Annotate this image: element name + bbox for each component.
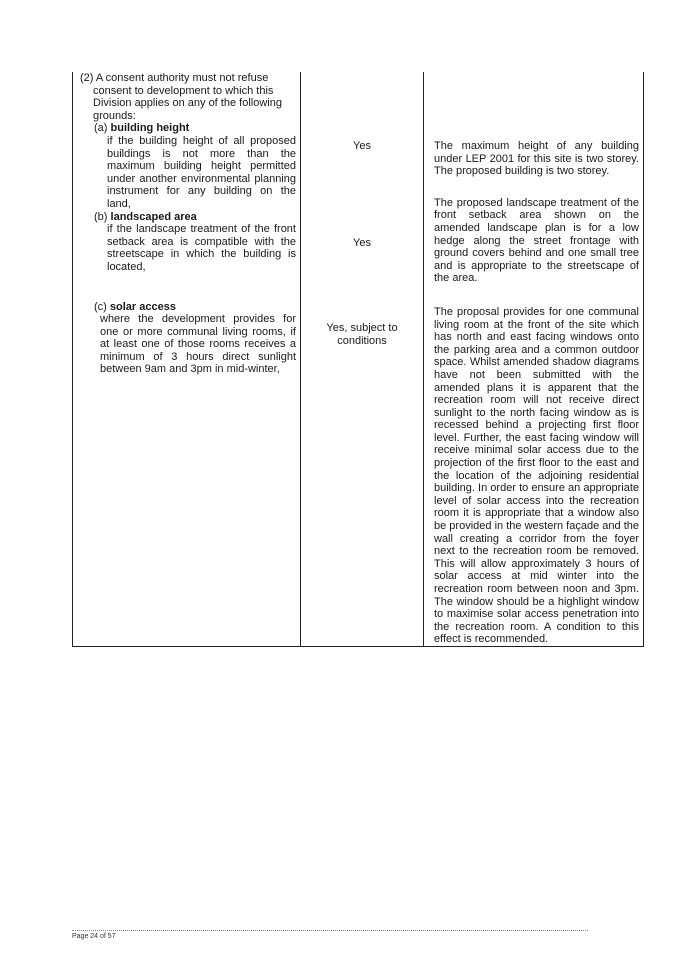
comment-c: The proposal provides for one communal living room at the front of the site which has north and east facing windows onto the parking area and a common outdoor space. Whilst amended shadow diagrams have not been submitted with the amended plans it is apparent that the recreation room will not receive direct sunlight to the north facing window as is recessed behind a projecting first floor level. Further, the east facing window will receive minimal solar access due to the projection of the first floor to the east and the location of the adjoining residential building. In order to ensure an appropriate level of solar access into the recreation room it is appropriate that a window also be provided in the western façade and the wall creating a corridor from the foyer next to the recreation room be removed. This will allow approximately 3 hours of solar access at mid winter into the recreation room between noon and 3pm. The window should be a highlight window to maximise solar access penetration into the recreation room. A condition to this effect is recommended. — [434, 305, 639, 646]
clause-b-label: (b) — [94, 210, 108, 223]
clause-b-heading — [80, 211, 296, 224]
clause-c-title: solar access — [109, 300, 176, 313]
clause-a-heading — [80, 122, 296, 135]
clause-c-label: (c) — [94, 300, 107, 313]
clause-b-title: landscaped area — [110, 210, 197, 223]
footer-divider — [72, 930, 588, 931]
page-number: Page 24 of 57 — [72, 933, 116, 940]
clause-b-body: if the landscape treatment of the front setback area is compatible with the streetscape in which the building is located, — [107, 223, 296, 273]
clause-intro: (2) A consent authority must not refuse consent to development to which this Division applies on any of the following grounds: — [80, 72, 282, 122]
compliance-column — [301, 72, 424, 646]
compliance-a: Yes — [353, 140, 371, 152]
compliance-b: Yes — [353, 236, 371, 249]
clause-a-body: if the building height of all proposed buildings is not more than the maximum building height permitted under another environmental planning instrument for any building on the land, — [107, 134, 296, 210]
compliance-c: Yes, subject to conditions — [326, 322, 398, 347]
comments-column — [424, 72, 644, 646]
clause-column — [73, 72, 301, 646]
clause-c-heading — [80, 301, 296, 314]
clause-a-label: (a) — [94, 122, 108, 135]
compliance-table — [72, 72, 644, 647]
clause-c-body: where the development provides for one or more communal living rooms, if at least one of those rooms receives a minimum of 3 hours direct sunlight between 9am and 3pm in mid-winter, — [100, 313, 296, 376]
table-row — [73, 72, 644, 646]
comment-b: The proposed landscape treatment of the front setback area shown on the amended landscape plan is for a low hedge along the street frontage with ground covers behind and one small tree and is appropriate to the streetscape of the area. — [434, 196, 639, 285]
comment-a: The maximum height of any building under LEP 2001 for this site is two storey. The proposed building is two storey. — [434, 140, 639, 178]
clause-a-title: building height — [110, 122, 190, 135]
